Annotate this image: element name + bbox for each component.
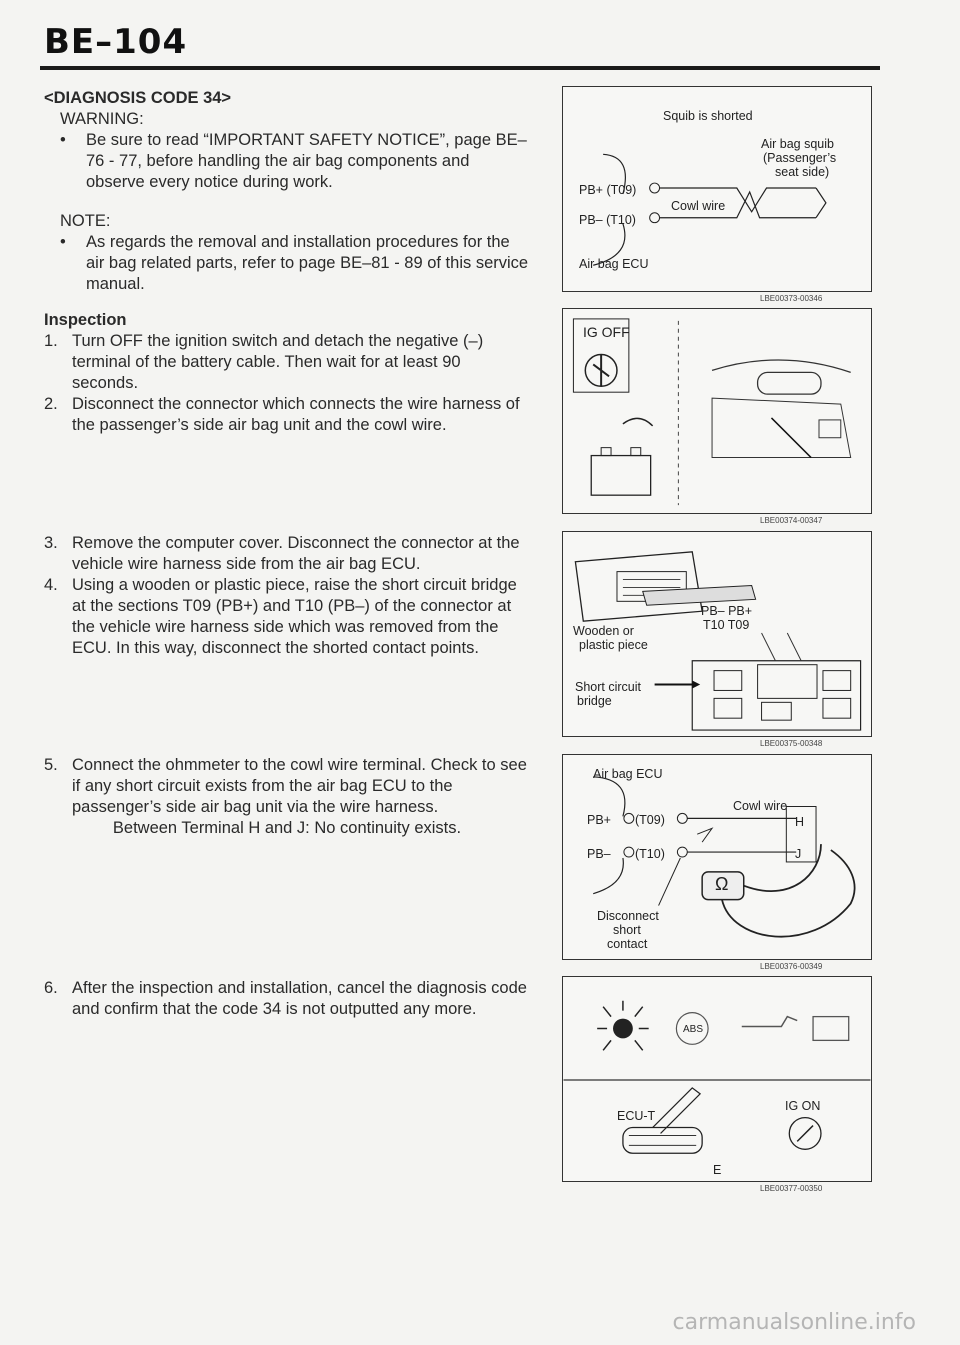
step-item xyxy=(44,394,530,436)
figure-code: LBE00375-00348 xyxy=(760,739,823,748)
step-item xyxy=(44,533,530,575)
air-bag-ecu-label: Air bag ECU xyxy=(579,257,649,271)
pb-minus-label: PB– xyxy=(587,847,611,861)
step-item xyxy=(44,755,530,818)
step-item xyxy=(44,331,530,394)
ig-on-label: IG ON xyxy=(785,1099,821,1113)
bullet-icon: • xyxy=(60,131,66,149)
warning-text: Be sure to read “IMPORTANT SAFETY NOTICE”, page BE–76 - 77, before handling the air bag components and observe every notice during work. xyxy=(86,131,527,191)
step-text: Turn OFF the ignition switch and detach the negative (–) terminal of the battery cable. Then wait for at least 90 seconds. xyxy=(72,332,484,392)
step-text: Disconnect the connector which connects the wire harness of the passenger’s side air bag unit and the cowl wire. xyxy=(72,395,520,434)
figure-squib-wiring xyxy=(562,86,872,292)
terminal-h-label: H xyxy=(795,815,805,829)
air-bag-ecu-label: Air bag ECU xyxy=(593,767,663,781)
diagnosis-section xyxy=(44,88,530,295)
short-label: short xyxy=(613,923,641,937)
ohm-icon: Ω xyxy=(715,874,729,894)
warning-label: WARNING: xyxy=(60,110,144,128)
cowl-wire-label: Cowl wire xyxy=(671,199,726,213)
step-number: 4. xyxy=(44,576,58,594)
bridge-label: bridge xyxy=(577,694,612,708)
step-number: 6. xyxy=(44,979,58,997)
wooden-label: Wooden or xyxy=(573,624,634,638)
contact-label: contact xyxy=(607,937,648,951)
page-number: BE–104 xyxy=(44,22,188,62)
step-number: 2. xyxy=(44,395,58,413)
inspection-step-5 xyxy=(44,755,530,839)
step-number: 3. xyxy=(44,534,58,552)
inspection-step-6 xyxy=(44,978,530,1020)
figure-code: LBE00374-00347 xyxy=(760,516,823,525)
ecu-t-label: ECU-T xyxy=(617,1109,656,1123)
squib-sub-label: (Passenger’s xyxy=(763,151,837,165)
inspection-section xyxy=(44,310,530,436)
plastic-label: plastic piece xyxy=(579,638,648,652)
warning-item xyxy=(44,130,530,193)
step-item xyxy=(44,978,530,1020)
figure-code: LBE00373-00346 xyxy=(760,294,823,303)
cowl-wire-label: Cowl wire xyxy=(733,799,788,813)
inspection-steps-3-4 xyxy=(44,533,530,659)
step-text: Remove the computer cover. Disconnect the connector at the vehicle wire harness side from the air bag ECU. xyxy=(72,534,520,573)
inspection-heading: Inspection xyxy=(44,311,127,329)
check-result: Between Terminal H and J: No continuity exists. xyxy=(112,819,462,837)
airbag-light-icon xyxy=(613,1019,633,1039)
e-label: E xyxy=(713,1163,722,1177)
warning-lights-illustration xyxy=(563,977,871,1181)
t09-label: (T09) xyxy=(635,813,665,827)
step-text: Using a wooden or plastic piece, raise the short circuit bridge at the sections T09 (PB+) and T10 (PB–) of the connector at the vehicle wire harness side which was removed from the ECU. In this way, disconnect the shorted contact points. xyxy=(72,576,517,657)
step-text: Connect the ohmmeter to the cowl wire terminal. Check to see if any short circuit exists from the air bag ECU to the passenger’s side air bag unit via the wire harness. xyxy=(72,756,527,816)
note-label: NOTE: xyxy=(60,212,111,230)
figure-code: LBE00376-00349 xyxy=(760,962,823,971)
diagnosis-heading: <DIAGNOSIS CODE 34> xyxy=(44,89,232,107)
figure-warning-lights xyxy=(562,976,872,1182)
step-number: 5. xyxy=(44,756,58,774)
pb-plus-label: PB+ (T09) xyxy=(579,183,637,197)
disconnect-label: Disconnect xyxy=(597,909,659,923)
abs-label: ABS xyxy=(683,1024,704,1035)
figure-connector xyxy=(562,531,872,737)
step-item xyxy=(44,575,530,659)
squib-sub-label-2: seat side) xyxy=(775,165,830,179)
note-item xyxy=(44,232,530,295)
figure-ohmmeter-check xyxy=(562,754,872,960)
pb-labels: PB– PB+ xyxy=(701,604,753,618)
figure-code: LBE00377-00350 xyxy=(760,1184,823,1193)
ig-off-label: IG OFF xyxy=(583,324,630,340)
squib-label: Air bag squib xyxy=(761,137,834,151)
bullet-icon: • xyxy=(60,233,66,251)
header-rule xyxy=(40,66,880,70)
figure-ignition-battery xyxy=(562,308,872,514)
t10-label: (T10) xyxy=(635,847,665,861)
pb-plus-label: PB+ xyxy=(587,813,611,827)
t-labels: T10 T09 xyxy=(703,618,750,632)
step-number: 1. xyxy=(44,332,58,350)
terminal-j-label: J xyxy=(795,847,802,861)
site-watermark: carmanualsonline.info xyxy=(672,1310,916,1335)
short-circuit-label: Short circuit xyxy=(575,680,641,694)
squib-shorted-label: Squib is shorted xyxy=(663,109,753,123)
step-text: After the inspection and installation, cancel the diagnosis code and confirm that the code 34 is not outputted any more. xyxy=(72,979,527,1018)
note-text: As regards the removal and installation procedures for the air bag related parts, refer to page BE–81 - 89 of this service manual. xyxy=(86,233,529,293)
pb-minus-label: PB– (T10) xyxy=(579,213,636,227)
